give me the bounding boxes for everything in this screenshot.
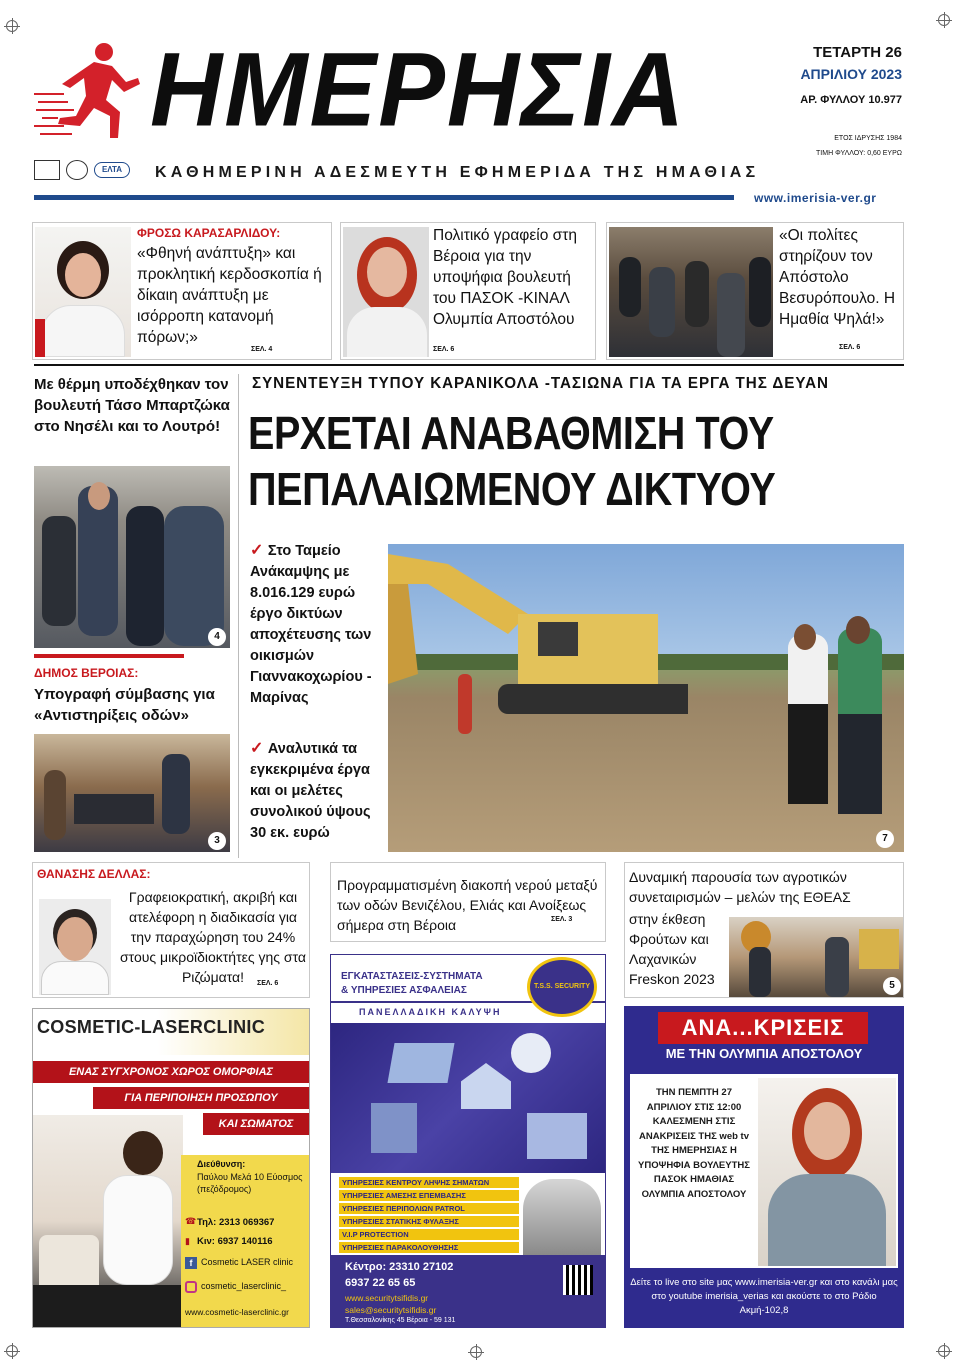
registration-mark (6, 20, 18, 32)
story-text: Προγραμματισμένη διακοπή νερού μεταξύ των οδών Βενιζέλου, Ελιάς και Ανοίξεως σήμερα στη Βέροια (337, 877, 598, 933)
story-text: «Φθηνή ανάπτυξη» και προκλητική κερδοσκοπία ή δίκαιη ανάπτυξη με ισόρροπη κατανομή πόρων;» (137, 245, 322, 346)
top-story-3[interactable] (606, 222, 904, 360)
address-label: Διεύθυνση: (197, 1159, 246, 1169)
coverage-text: ΠΑΝΕΛΛΑΔΙΚΗ ΚΑΛΥΨΗ (359, 1007, 502, 1017)
runner-logo (34, 42, 144, 150)
crowd-photo (609, 227, 773, 357)
meeting-photo (34, 734, 230, 852)
security-website[interactable]: www.securitytsifidis.gr (345, 1293, 429, 1303)
service-item: ΥΠΗΡΕΣΙΕΣ ΠΕΡΙΠΟΛΙΩΝ PATROL (339, 1203, 519, 1214)
interview-title: ΑΝΑ...ΚΡΙΣΕΙΣ (658, 1012, 868, 1044)
qr-code-icon (563, 1265, 593, 1295)
security-phone-1[interactable]: Κέντρο: 23310 27102 (345, 1261, 454, 1273)
page-number: 7 (876, 830, 894, 848)
page-number: 3 (208, 832, 226, 850)
service-item: ΥΠΗΡΕΣΙΕΣ ΑΜΕΣΗΣ ΕΠΕΜΒΑΣΗΣ (339, 1190, 519, 1201)
registration-mark (938, 14, 950, 26)
excavator-site-photo (388, 544, 904, 852)
instagram-icon (185, 1281, 197, 1293)
lead-bullet-1 (250, 540, 384, 709)
website-link[interactable]: www.imerisia-ver.gr (754, 191, 877, 205)
check-icon: ✓ (250, 740, 264, 757)
page-ref: ΣΕΛ. 3 (551, 916, 573, 923)
security-title-2: & ΥΠΗΡΕΣΙΕΣ ΑΣΦΑΛΕΙΑΣ (341, 985, 467, 996)
ad-tagline-3: ΚΑΙ ΣΩΜΑΤΟΣ (203, 1113, 309, 1135)
clinic-website[interactable]: www.cosmetic-laserclinic.gr (185, 1307, 289, 1317)
section-divider (34, 364, 904, 366)
story-kicker: ΔΗΜΟΣ ΒΕΡΟΙΑΣ: (34, 666, 139, 680)
security-ad[interactable] (330, 954, 606, 1328)
mid-story-3[interactable] (624, 862, 904, 998)
clinic-brand: COSMETIC-LASERCLINIC (37, 1017, 265, 1037)
clinic-phone[interactable]: Τηλ: 2313 069367 (197, 1217, 275, 1228)
story-text: Πολιτικό γραφείο στη Βέροια για την υποψήφια βουλευτή του ΠΑΣΟΚ -ΚΙΝΑΛ Ολυμπία Αποστόλου (433, 227, 577, 328)
masthead-rule (34, 195, 734, 200)
story-text-top: Δυναμική παρουσία των αγροτικών συνεταιρισμών – μελών της ΕΘΕΑΣ (629, 869, 851, 905)
red-rule (34, 654, 184, 658)
candidate-photo (758, 1078, 896, 1266)
politician-greeting-photo (34, 466, 230, 648)
story-title[interactable]: Με θέρμη υποδέχθηκαν τον βουλευτή Τάσο Μπαρτζώκα στο Νησέλι και το Λουτρό! (34, 376, 230, 435)
interview-footer: Δείτε το live στο site μας www.imerisia-ver.gr και στο κανάλι μας στο youtube imerisia_verias και ακούστε το στο Ράδιο Ακμή-102,8 (630, 1277, 898, 1316)
story-text: Γραφειοκρατική, ακριβή και ατελέφορη η διαδικασία για την παραχώρηση του 24% στους μικροϊδιοκτήτες γης στα Ριζώματα! (120, 889, 306, 985)
newspaper-subtitle: ΚΑΘΗΜΕΡΙΝΗ ΑΔΕΣΜΕΥΤΗ ΕΦΗΜΕΡΙΔΑ ΤΗΣ ΗΜΑΘΙΑΣ (155, 164, 760, 181)
clinic-address: Παύλου Μελά 10 Εύοσμος (πεζόδρομος) (197, 1172, 303, 1194)
cosmetic-clinic-ad[interactable] (32, 1008, 310, 1328)
issue-day: ΤΕΤΑΡΤΗ 26 (813, 44, 902, 61)
service-item: V.I.P PROTECTION (339, 1229, 519, 1240)
issue-price: ΤΙΜΗ ΦΥΛΛΟΥ: 0,60 ΕΥΡΩ (816, 150, 902, 157)
column-divider (238, 374, 239, 858)
story-text: «Οι πολίτες στηρίζουν τον Απόστολο Βεσυρόπουλο. Η Ημαθία Ψηλά!» (779, 227, 896, 328)
service-item: ΥΠΗΡΕΣΙΕΣ ΠΑΡΑΚΟΛΟΥΘΗΣΗΣ (339, 1242, 519, 1253)
lead-headline-line2[interactable]: ΠΕΠΑΛΑΙΩΜΕΝΟΥ ΔΙΚΤΥΟΥ (248, 463, 776, 515)
issue-month: ΑΠΡΙΛΙΟΥ 2023 (800, 66, 902, 82)
security-title-1: ΕΓΚΑΤΑΣΤΑΣΕΙΣ-ΣΥΣΤΗΜΑΤΑ (341, 971, 483, 982)
page-number: 5 (883, 977, 901, 995)
lead-headline-line1[interactable]: ΕΡΧΕΤΑΙ ΑΝΑΒΑΘΜΙΣΗ ΤΟΥ (248, 407, 774, 459)
elta-badge: ΕΛΤΑ (94, 162, 130, 178)
story-kicker: ΘΑΝΑΣΗΣ ΔΕΛΛΑΣ: (37, 867, 151, 881)
mid-story-2[interactable] (330, 862, 606, 942)
interview-ad[interactable] (624, 1006, 904, 1328)
security-email[interactable]: sales@securitytsifidis.gr (345, 1305, 437, 1315)
lead-bullet-2 (250, 738, 384, 844)
phone-icon: ☎ (185, 1216, 197, 1226)
beauty-treatment-photo (33, 1115, 183, 1327)
bullet-text: Αναλυτικά τα εγκεκριμένα έργα και οι μελέτες συνολικού ύψους 30 εκ. ευρώ (250, 741, 371, 841)
security-logo: T.S.S. SECURITY (527, 957, 597, 1017)
story-title[interactable]: Υπογραφή σύμβασης για «Αντιστηρίξεις οδών» (34, 686, 215, 724)
security-graphics (331, 1023, 605, 1173)
story-text-side: στην έκθεση Φρούτων και Λαχανικών Freskon 2023 (629, 911, 715, 987)
ad-tagline-2: ΓΙΑ ΠΕΡΙΠΟΙΗΣΗ ΠΡΟΣΩΠΟΥ (93, 1087, 309, 1109)
page-ref: ΣΕΛ. 6 (839, 344, 861, 351)
check-icon: ✓ (250, 542, 264, 559)
candidate-photo (343, 227, 429, 357)
certification-badges (34, 160, 134, 182)
page-number: 4 (208, 628, 226, 646)
top-story-1[interactable] (32, 222, 332, 360)
page-ref: ΣΕΛ. 6 (433, 346, 455, 353)
registration-mark (6, 1345, 18, 1357)
interview-subtitle: ΜΕ ΤΗΝ ΟΛΥΜΠΙΑ ΑΠΟΣΤΟΛΟΥ (665, 1046, 863, 1061)
clinic-mobile[interactable]: Κιν: 6937 140116 (197, 1236, 273, 1247)
expo-photo (729, 917, 903, 997)
page-ref: ΣΕΛ. 6 (257, 980, 279, 987)
issue-number: ΑΡ. ΦΥΛΛΟΥ 10.977 (800, 94, 902, 106)
lead-kicker: ΣΥΝΕΝΤΕΥΞΗ ΤΥΠΟΥ ΚΑΡΑΝΙΚΟΛΑ -ΤΑΣΙΩΝΑ ΓΙΑ ΤΑ ΕΡΓΑ ΤΗΣ ΔΕΥΑΝ (252, 375, 829, 392)
bullet-text: Στο Ταμείο Ανάκαμψης με 8.016.129 ευρώ έργο δικτύων αποχέτευσης των οικισμών Γιαννακοχωρίου - Μαρίνας (250, 543, 372, 706)
service-item: ΥΠΗΡΕΣΙΕΣ ΚΕΝΤΡΟΥ ΛΗΨΗΣ ΣΗΜΑΤΩΝ (339, 1177, 519, 1188)
service-item: ΥΠΗΡΕΣΙΕΣ ΣΤΑΤΙΚΗΣ ΦΥΛΑΞΗΣ (339, 1216, 519, 1227)
registration-mark (470, 1346, 482, 1358)
portrait-photo (39, 899, 111, 995)
excavator-icon (388, 544, 688, 734)
clinic-instagram[interactable]: cosmetic_laserclinic_ (201, 1281, 287, 1291)
page-ref: ΣΕΛ. 4 (251, 346, 273, 353)
story-kicker: ΦΡΟΣΩ ΚΑΡΑΣΑΡΛΙΔΟΥ: (137, 226, 281, 240)
facebook-icon: f (185, 1257, 197, 1269)
top-story-2[interactable] (340, 222, 596, 360)
mobile-icon: ▮ (185, 1236, 190, 1246)
portrait-photo (35, 227, 131, 357)
ad-tagline-1: ΕΝΑΣ ΣΥΓΧΡΟΝΟΣ ΧΩΡΟΣ ΟΜΟΡΦΙΑΣ (33, 1061, 309, 1083)
security-phone-2[interactable]: 6937 22 65 65 (345, 1277, 416, 1289)
services-list (339, 1177, 519, 1255)
interview-body: ΤΗΝ ΠΕΜΠΤΗ 27 ΑΠΡΙΛΙΟΥ ΣΤΙΣ 12:00 ΚΑΛΕΣΜΕΝΗ ΣΤΙΣ ΑΝΑΚΡΙΣΕΙΣ ΤΗΣ web tv ΤΗΣ ΗΜΕΡΗΣΙΑΣ Η ΥΠΟΨΗΦΙΑ ΒΟΥΛΕΥΤΗΣ ΠΑΣΟΚ ΗΜΑΘΙΑΣ ΟΛΥΜΠΙΑ ΑΠΟΣΤΟΛΟΥ (638, 1087, 750, 1200)
registration-mark (938, 1345, 950, 1357)
clinic-facebook[interactable]: Cosmetic LASER clinic (201, 1257, 294, 1267)
security-address: Τ.Θεσσαλονίκης 45 Βέροια - 59 131 (345, 1317, 456, 1324)
newspaper-title: ΗΜΕΡΗΣΙΑ (150, 31, 687, 149)
founded-year: ΕΤΟΣ ΙΔΡΥΣΗΣ 1984 (834, 135, 902, 142)
mid-story-1[interactable] (32, 862, 310, 998)
